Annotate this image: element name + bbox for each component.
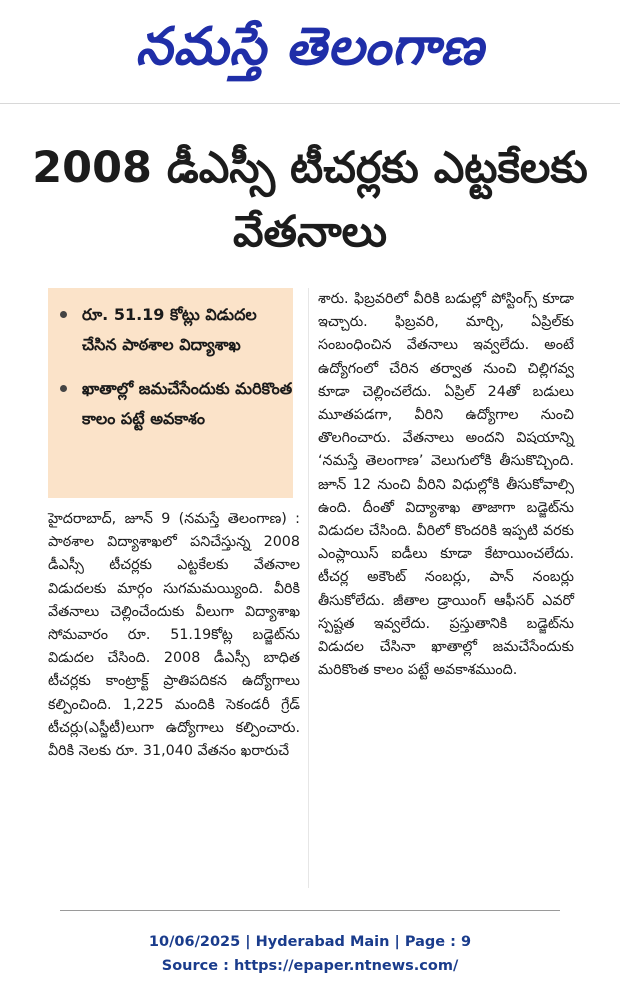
highlight-text: రూ. 51.19 కోట్లు విడుదల చేసిన పాఠశాల విద్యాశాఖ	[82, 305, 257, 354]
article-body-right: శారు. ఫిబ్రవరిలో వీరికి బడుల్లో పోస్టింగ్స్ కూడా ఇచ్చారు. ఫిబ్రవరి, మార్చి, ఏప్రిల్‌కు సంబంధించిన వేతనాలు ఇవ్వలేదు. అంటే ఉద్యోగంలో చేరిన తర్వాత నుంచి చిల్లిగవ్వ కూడా చెల్లించలేదు. ఏప్రిల్ 24తో బడులు మూతపడగా, వీరిని ఉద్యోగాల నుంచి తొలగించారు. వేతనాలు అందని విషయాన్ని ‘నమస్తే తెలంగాణ’ వెలుగులోకి తీసుకొచ్చింది. జూన్ 12 నుంచి వీరిని విధుల్లోకి తీసుకోవాల్సి ఉంది. దీంతో విద్యాశాఖ తాజాగా బడ్జెట్‌ను విడుదల చేసింది. వీరిలో కొందరికి ఇప్పటి వరకు ఎంప్లాయిస్ ఐడీలు కూడా కేటాయించలేదు. టీచర్ల అకౌంట్ నంబర్లు, పాన్ నంబర్లు తీసుకోలేదు. జీతాల డ్రాయింగ్ ఆఫీసర్ ఎవరో స్పష్టత ఇవ్వలేదు. ప్రస్తుతానికి బడ్జెట్‌ను విడుదల చేసినా ఖాతాల్లో జమచేసేందుకు మరికొంత కాలం పట్టే అవకాశముంది.	[318, 291, 574, 679]
footer-divider	[60, 910, 560, 911]
masthead	[0, 0, 620, 104]
article-headline: 2008 డీఎస్సీ టీచర్లకు ఎట్టకేలకు వేతనాలు	[32, 143, 588, 257]
dateline: హైదరాబాద్, జూన్ 9 (నమస్తే తెలంగాణ) :	[48, 511, 300, 527]
footer-edition-info: 10/06/2025 | Hyderabad Main | Page : 9	[148, 934, 472, 950]
highlight-text: ఖాతాల్లో జమచేసేందుకు మరికొంత కాలం పట్టే అవకాశం	[82, 379, 293, 428]
article-body-left: పాఠశాల విద్యాశాఖలో పనిచేస్తున్న 2008 డీఎస్సీ టీచర్లకు ఎట్టకేలకు వేతనాల విడుదలకు మార్గం సుగమమయ్యింది. వీరికి వేతనాలు చెల్లించేందుకు వీలుగా విద్యాశాఖ సోమవారం రూ. 51.19కోట్ల బడ్జెట్‌ను విడుదల చేసింది. 2008 డీఎస్సీ బాధిత టీచర్లకు కాంట్రాక్ట్ ప్రాతిపదికన ఉద్యోగాలు కల్పించింది. 1,225 మందికి సెకండరీ గ్రేడ్ టీచర్లు(ఎస్జీటీ)లుగా ఉద్యోగాలు కల్పించారు. వీరికి నెలకు రూ. 31,040 వేతనం ఖరారుచే	[48, 534, 300, 760]
footer-source-link[interactable]: Source : https://epaper.ntnews.com/	[161, 958, 459, 974]
article-column-left	[48, 508, 300, 763]
masthead-divider	[0, 103, 620, 104]
newspaper-logo: నమస్తే తెలంగాణ	[135, 17, 485, 77]
bullet-icon	[60, 385, 67, 392]
column-divider	[308, 288, 309, 888]
highlights-box	[48, 288, 293, 498]
highlight-item	[48, 300, 293, 360]
highlight-item	[48, 374, 293, 434]
bullet-icon	[60, 311, 67, 318]
article-column-right	[318, 288, 574, 682]
